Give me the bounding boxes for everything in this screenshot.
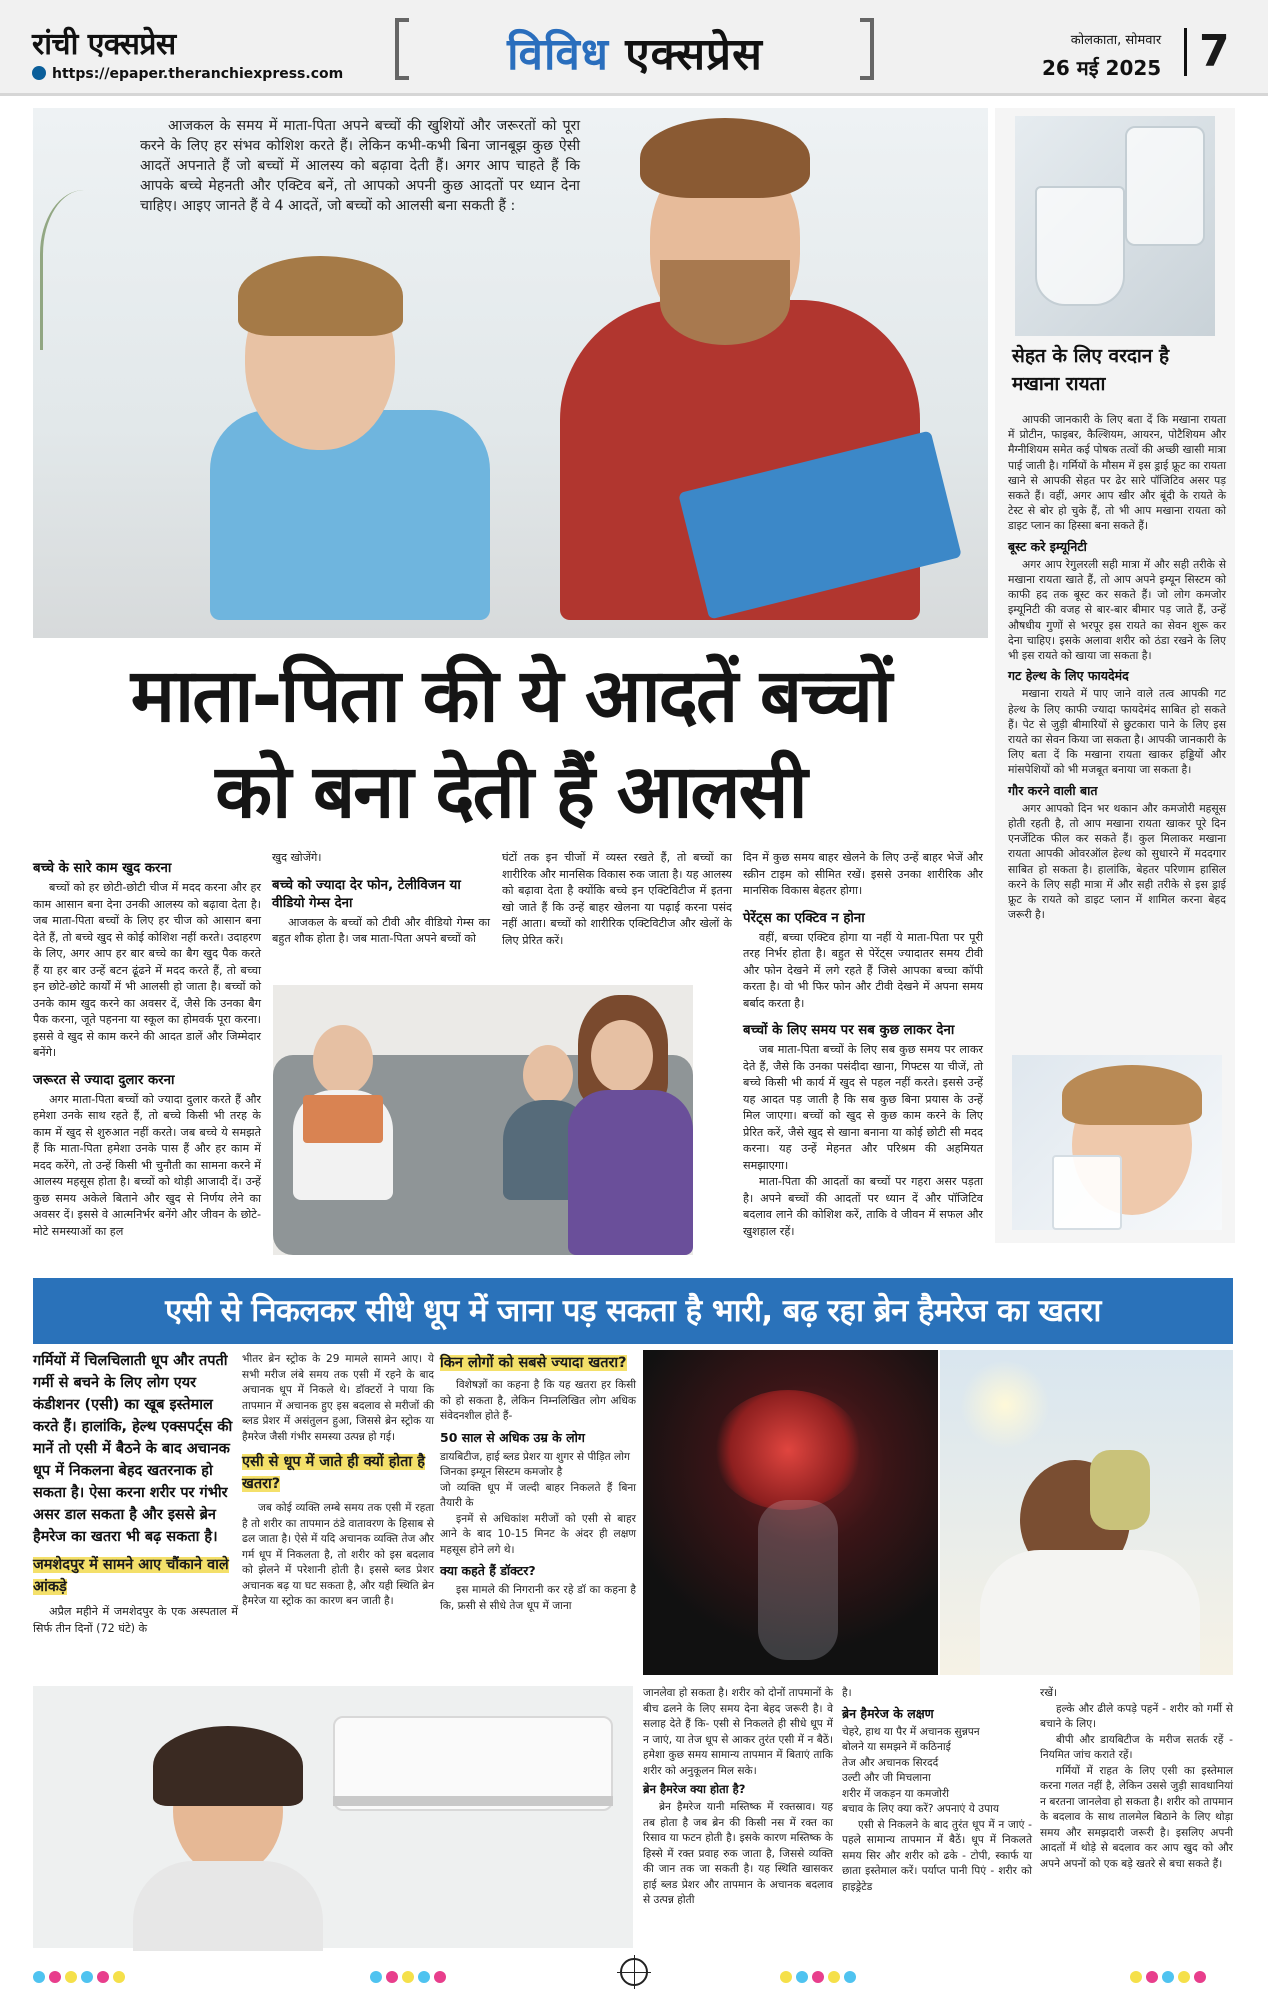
paragraph: भीतर ब्रेन स्ट्रोक के 29 मामले सामने आए। ये सभी मरीज लंबे समय तक एसी में रहने के बाद अचानक धूप में निकले थे। डॉक्टरों ने पाया कि तापमान में अचानक हुए इस बदलाव से मरीजों की ब्लड प्रेशर में असंतुलन हुआ, जिससे ब्रेन स्ट्रोक या हैमरेज जैसी गंभीर समस्या उत्पन्न हो गई। [242, 1353, 434, 1443]
story2-column-6 [1040, 1686, 1233, 1872]
paragraph: हल्के और ढीले कपड़े पहनें - शरीर को गर्मी से बचाने के लिए। [1040, 1702, 1233, 1730]
sun-heat-photo [940, 1350, 1233, 1675]
paragraph: जब माता-पिता बच्चों के लिए सब कुछ समय पर लाकर देते हैं, जैसे कि उनका पसंदीदा खाना, गिफ्टस या चीजें, तो बच्चे किसी भी कार्य में खुद से पहल नहीं करते। इससे उन्हें यह आदत पड़ जाती है कि सब कुछ बिना प्रयास के उन्हें मिल जाएगा। बच्चों को खुद से कुछ काम करने के लिए प्रेरित करें, जैसे खुद से खाना बनाना या कोई छोटी सी मदद करना। यह उन्हें मेहनत और परिश्रम की अहमियत समझाएगा। [743, 1043, 983, 1172]
man-shirt [980, 1550, 1200, 1675]
raita-photo [1015, 116, 1215, 336]
subhead: क्या कहते हैं डॉक्टर? [440, 1563, 536, 1578]
list-item: उल्टी और जी मिचलाना [842, 1772, 931, 1784]
list-item: जो व्यक्ति धूप में जल्दी बाहर निकलते हैं बिना तैयारी के [440, 1481, 636, 1509]
plant-illustration [40, 190, 150, 350]
father-hair [640, 118, 810, 198]
issue-date: 26 मई 2025 [1042, 56, 1162, 80]
story2-column-1 [33, 1350, 238, 1637]
city-day: कोलकाता, सोमवार [1070, 33, 1162, 48]
lead-column-2 [272, 850, 490, 948]
paragraph: खुद खोजेंगे। [272, 851, 322, 864]
paragraph: बचाव के लिए क्या करें? अपनाएं ये उपाय [842, 1803, 999, 1815]
headline-line-1: माता-पिता की ये आदतें बच्चों [130, 653, 891, 739]
subhead: बच्चे को ज्यादा देर फोन, टेलीविजन या वीडियो गेम्स देना [272, 877, 461, 911]
paragraph: रखें। [1040, 1687, 1058, 1699]
registration-crosshair-icon [620, 1958, 648, 1986]
brain-xray-photo [643, 1350, 938, 1675]
page-number: 7 [1184, 28, 1232, 76]
risk-head: किन लोगों को सबसे ज्यादा खतरा? [440, 1355, 627, 1371]
paragraph: अगर आपको दिन भर थकान और कमजोरी महसूस होती रहती है, तो आप मखाना रायता खाकर पूरे दिन एनर्जेटिक फील कर सकते हैं। कुल मिलाकर मखाना रायता आपकी ओवरऑल हेल्थ को सुधारने में मददगार साबित हो सकता है। हालांकि, बेहतर परिणाम हासिल करने के लिए सही मात्रा में और सही तरीके से इस ड्राई फ्रूट के रायते को डाइट प्लान में शामिल करना बेहद जरूरी है। [1008, 801, 1226, 922]
lead-column-1 [33, 850, 261, 1240]
newspaper-brand: रांची एक्सप्रेस [32, 27, 176, 62]
subhead: जरूरत से ज्यादा दुलार करना [33, 1072, 175, 1088]
subhead: 50 साल से अधिक उम्र के लोग [440, 1429, 585, 1445]
paragraph: अगर माता-पिता बच्चों को ज्यादा दुलार करते हैं और हमेशा उनके साथ रहते हैं, तो बच्चे किसी भी तरह के काम में खुद से शुरुआत नहीं करते। जब बच्चे ये समझते हैं कि माता-पिता हमेशा उनके पास हैं और हर काम में मदद करेंगे, तो उन्हें किसी भी चुनौती का सामना करने में आलस्य महसूस होता है। बच्चों को थोड़ी आजादी दें। उन्हें कुछ समय अकेले बिताने और खुद से निर्णय लेने का अवसर दें। इससे वे आत्मनिर्भर बनेंगे और जीवन के छोटे-मोटे समस्याओं का हल [33, 1092, 261, 1238]
story2-column-5 [842, 1686, 1032, 1895]
list-item: बोलने या समझने में कठिनाई [842, 1741, 951, 1753]
woman-body [133, 1861, 323, 1951]
story2-column-3 [440, 1352, 636, 1614]
paragraph: वहीं, बच्चा एक्टिव होगा या नहीं ये माता-पिता पर पूरी तरह निर्भर होता है। बहुत से पेरेंट्स ज्यादातर समय टीवी और फोन देखने में लगे रहते हैं जिसे आपका बच्चा कॉपी करता है। वो भी फिर फोन और टीवी देखने में अपना समय बर्बाद करता है। [743, 930, 983, 1010]
paragraph: घंटों तक इन चीजों में व्यस्त रखते हैं, तो बच्चों का शारीरिक और मानसिक विकास रुक जाता है। यह आलस्य को बढ़ावा देता है क्योंकि बच्चे इन एक्टिविटीज में इतना खो जाते हैं कि उन्हें बाहर खेलना या पढ़ाई करना पसंद नहीं आता। बच्चों को शारीरिक एक्टिविटीज और खेलों के लिए प्रेरित करें। [502, 851, 732, 947]
paragraph: गर्मियों में राहत के लिए एसी का इस्तेमाल करना गलत नहीं है, लेकिन उससे जुड़ी सावधानियां न बरतना जानलेवा हो सकता है। शरीर को तापमान के बदलाव के साथ तालमेल बिठाने के लिए थोड़ा समय और समझदारी जरूरी है। इसलिए अपनी आदतों में थोड़े से बदलाव कर आप खुद को और अपने अपनों को एक बड़े खतरे से बचा सकते हैं। [1040, 1764, 1233, 1870]
jug-icon [1125, 126, 1205, 246]
section-word-1: विविध [507, 29, 609, 80]
glass-icon [1035, 186, 1125, 306]
boy-hair [238, 256, 403, 336]
kids-screens-photo [273, 985, 693, 1255]
color-registration-dots-mid-right [780, 1968, 860, 1980]
paragraph: ब्रेन हैमरेज यानी मस्तिष्क में रक्तस्राव। यह तब होता है जब ब्रेन की किसी नस में रक्त का रिसाव या फटन होती है। इसके कारण मस्तिष्क के हिस्से में रक्त प्रवाह रुक जाता है, जिससे व्यक्ति की जान तक जा सकती है। यह स्थिति खासकर हाई ब्लड प्रेशर और तापमान के अचानक बदलाव से उत्पन्न होती [643, 1801, 833, 1906]
section-title [415, 22, 855, 82]
color-registration-dots-right [1130, 1968, 1210, 1980]
section-word-2: एक्सप्रेस [625, 29, 763, 80]
paragraph: दिन में कुछ समय बाहर खेलने के लिए उन्हें बाहर भेजें और स्क्रीन टाइम को सीमित रखें। इससे उनका शारीरिक और मानसिक विकास बेहतर होगा। [743, 851, 983, 897]
sidebar-title: सेहत के लिए वरदान है मखाना रायता [1012, 345, 1170, 395]
dateline [1042, 30, 1161, 81]
lead-intro: आजकल के समय में माता-पिता अपने बच्चों की खुशियों और जरूरतों को पूरा करने के लिए हर संभव कोशिश करते हैं। लेकिन कभी-कभी बिना जानबूझ कुछ ऐसी आदतें अपनाते हैं जो बच्चों में आलस्य को बढ़ावा देती हैं। अगर आप चाहते हैं कि आपके बच्चे मेहनती और एक्टिव बनें, तो आपको अपनी कुछ आदतों पर ध्यान देना चाहिए। आइए जानते हैं वे 4 आदतें, जो बच्चों को आलसी बना सकती हैं : [140, 118, 580, 214]
paragraph: है। [842, 1687, 852, 1699]
list-item: डायबिटीज, हाई ब्लड प्रेशर या शुगर से पीड़ित लोग [440, 1450, 630, 1463]
color-registration-dots-left [33, 1968, 129, 1980]
subhead: बच्चों के लिए समय पर सब कुछ लाकर देना [743, 1023, 955, 1038]
epaper-url[interactable] [32, 66, 343, 82]
subhead: ब्रेन हैमरेज के लक्षण [842, 1705, 934, 1721]
list-item: चेहरे, हाथ या पैर में अचानक सुन्नपन [842, 1725, 980, 1738]
sun-icon [960, 1360, 1050, 1450]
color-registration-dots-mid-left [370, 1968, 450, 1980]
url-text: https://epaper.theranchiexpress.com [52, 66, 344, 82]
list-item: तेज और अचानक सिरदर्द [842, 1756, 939, 1769]
lead-column-4 [743, 850, 983, 1240]
child-2-head [523, 1045, 573, 1105]
child-drinking-milk-photo [1012, 1055, 1222, 1230]
paragraph: आपकी जानकारी के लिए बता दें कि मखाना रायता में प्रोटीन, फाइबर, कैल्शियम, आयरन, पोटैशियम और मैग्नीशियम समेत कई पोषक तत्वों की अच्छी खासी मात्रा पाई जाती है। गर्मियों के मौसम में इस ड्राई फ्रूट का रायता खाने से आपकी सेहत पर ढेर सारे पॉजिटिव असर पड़ सकते हैं। वहीं, अगर आप खीर और बूंदी के रायते के टेस्ट से बोर हो चुके हैं, तो भी आप मखाना रायता को डाइट प्लान का हिस्सा बना सकते हैं। [1008, 413, 1226, 533]
sidebar-text [1008, 412, 1226, 923]
father-beard [660, 260, 790, 345]
globe-icon [32, 66, 46, 80]
ac-woman-photo [33, 1686, 633, 1948]
skeleton-neck [758, 1500, 838, 1660]
child-3-head [591, 1020, 653, 1092]
paragraph: मखाना रायते में पाए जाने वाले तत्व आपकी गट हेल्थ के लिए काफी ज्यादा फायदेमंद साबित हो सकते हैं। पेट से जुड़ी बीमारियों से छुटकारा पाने के लिए इस रायते का सेवन किया जा सकता है। आपकी जानकारी के लिए बता दें कि मखाना रायता खाकर हड्डियों और मांसपेशियों को भी मजबूत बनाया जा सकता है। [1008, 687, 1226, 777]
lead-headline [33, 648, 988, 840]
paragraph: इनमें से अधिकांश मरीजों को एसी से बाहर आने के बाद 10-15 मिनट के अंदर ही लक्षण महसूस होने लगे थे। [440, 1512, 636, 1556]
list-item: शरीर में जकड़न या कमजोरी [842, 1787, 950, 1800]
towel-icon [1090, 1450, 1150, 1530]
right-bracket [860, 18, 874, 80]
story2-column-4 [643, 1686, 833, 1909]
story2-lead: गर्मियों में चिलचिलाती धूप और तपती गर्मी से बचने के लिए लोग एयर कंडीशनर (एसी) का खूब इस्तेमाल करते हैं। हालांकि, हेल्थ एक्सपर्ट्स की मानें तो एसी में बैठने के बाद अचानक धूप में निकलना बेहद खतरनाक हो सकता है। ऐसा करना शरीर पर गंभीर असर डाल सकता है और इससे ब्रेन हैमरेज का खतरा भी बढ़ सकता है। [33, 1353, 233, 1545]
child-3-body [568, 1090, 693, 1255]
paragraph: अगर आप रेगुलरली सही मात्रा में और सही तरीके से मखाना रायता खाते हैं, तो आप अपने इम्यून सिस्टम को काफी हद तक बूस्ट कर सकते हैं। जो लोग कमजोर इम्यूनिटी की वजह से बार-बार बीमार पड़ जाते हैं, उन्हें औषधीय गुणों से भरपूर इस रायते का सेवन शुरू कर देना चाहिए। इसके अलावा शरीर को ठंडा रखने के लिए भी इस रायते को खाया जा सकता है। [1008, 557, 1226, 663]
subhead: बच्चे के सारे काम खुद करना [33, 861, 172, 876]
story2-column-2 [242, 1352, 434, 1610]
woman-hair [153, 1726, 303, 1806]
headline-line-2: को बना देती हैं आलसी [215, 749, 806, 835]
paragraph: एसी से निकलने के बाद तुरंत धूप में न जाएं - पहले सामान्य तापमान में बैठें। धूप में निकलते समय सिर और शरीर को ढके - टोपी, स्कार्फ या छाता इस्तेमाल करें। पर्याप्त पानी पिएं - शरीर को हाइड्रेटेड [842, 1818, 1032, 1893]
ac-vent [333, 1796, 613, 1806]
second-story-headline: एसी से निकलकर सीधे धूप में जाना पड़ सकता है भारी, बढ़ रहा ब्रेन हैमरेज का खतरा [165, 1293, 1101, 1329]
subhead: ब्रेन हैमरेज क्या होता है? [643, 1782, 746, 1796]
child-1-head [313, 1025, 373, 1095]
lead-column-3 [502, 850, 732, 949]
subhead: गौर करने वाली बात [1008, 782, 1098, 798]
subhead: पेरेंट्स का एक्टिव न होना [743, 910, 865, 926]
paragraph: माता-पिता की आदतों का बच्चों पर गहरा असर पड़ता है। अपने बच्चों की आदतों पर ध्यान दें और पॉजिटिव बदलाव लाने की कोशिश करें, ताकि वे जीवन में सफल और खुशहाल रहें। [743, 1175, 983, 1238]
paragraph: बीपी और डायबिटीज के मरीज सतर्क रहें - नियमित जांच कराते रहें। [1040, 1733, 1233, 1761]
why-danger-head: एसी से धूप में जाते ही क्यों होता है खतरा? [242, 1454, 425, 1492]
paragraph: जानलेवा हो सकता है। शरीर को दोनों तापमानों के बीच ढलने के लिए समय देना बेहद जरूरी है। वे सलाह देते हैं कि- एसी से निकलते ही सीधे धूप में न जाएं, या तेज धूप से आकर तुरंत एसी में न बैठें। हमेशा कुछ समय सामान्य तापमान में बिताएं ताकि शरीर को अनुकूलन मिल सके। [643, 1687, 833, 1777]
left-bracket [395, 18, 409, 80]
child-hair [1062, 1065, 1202, 1125]
list-item: जिनका इम्यून सिस्टम कमजोर है [440, 1466, 563, 1478]
paragraph: बच्चों को हर छोटी-छोटी चीज में मदद करना और हर काम आसान बना देना उनकी आलस्य को बढ़ावा देता है। जब माता-पिता बच्चों के लिए हर चीज को आसान बना देते हैं, तो बच्चे खुद से कोई कोशिश नहीं करते। उदाहरण के लिए, अगर आप हर बार बच्चे का बैग खुद पैक करते हैं या हर बार उन्हें बटन ढूंढने में मदद करते हैं, तो बच्चा इन छोटे-छोटे कार्यों में भी आलसी हो जाता है। बच्चों को उनके काम खुद करने का अवसर दें, जैसे कि उनका बैग पैक करना, जूते पहनना या स्कूल का होमवर्क पूरा करना। इससे वे खुद से काम करने की आदत डालें और जिम्मेदार बनेंगे। [33, 881, 261, 1059]
paragraph: आजकल के बच्चों को टीवी और वीडियो गेम्स का बहुत शौक होता है। जब माता-पिता अपने बच्चों को [272, 915, 490, 945]
subhead: बूस्ट करे इम्यूनिटी [1008, 538, 1087, 554]
milk-glass-icon [1052, 1155, 1122, 1230]
paragraph: जब कोई व्यक्ति लम्बे समय तक एसी में रहता है तो शरीर का तापमान ठंडे वातावरण के हिसाब से ढल जाता है। ऐसे में यदि अचानक व्यक्ति तेज और गर्म धूप में निकलता है, तो शरीर को इस बदलाव को झेलने में परेशानी होती है। इससे ब्लड प्रेशर अचानक बढ़ या घट सकता है, और यही स्थिति ब्रेन हैमरेज या स्ट्रोक का कारण बन जाती है। [242, 1502, 434, 1607]
paragraph: अप्रैल महीने में जमशेदपुर के एक अस्पताल में सिर्फ तीन दिनों (72 घंटे) के [33, 1605, 238, 1635]
tablet-icon [303, 1095, 383, 1143]
brain-icon [713, 1390, 863, 1510]
paragraph: विशेषज्ञों का कहना है कि यह खतरा हर किसी को हो सकता है, लेकिन निम्नलिखित लोग अधिक संवेदनशील होते हैं- [440, 1379, 636, 1422]
subhead: गट हेल्थ के लिए फायदेमंद [1008, 668, 1129, 684]
paragraph: इस मामले की निगरानी कर रहे डॉ का कहना है कि, फ्रसी से सीधे तेज धूप में जाना [440, 1584, 636, 1612]
jamshedpur-head: जमशेदपुर में सामने आए चौंकाने वाले आंकड़े [33, 1557, 229, 1595]
